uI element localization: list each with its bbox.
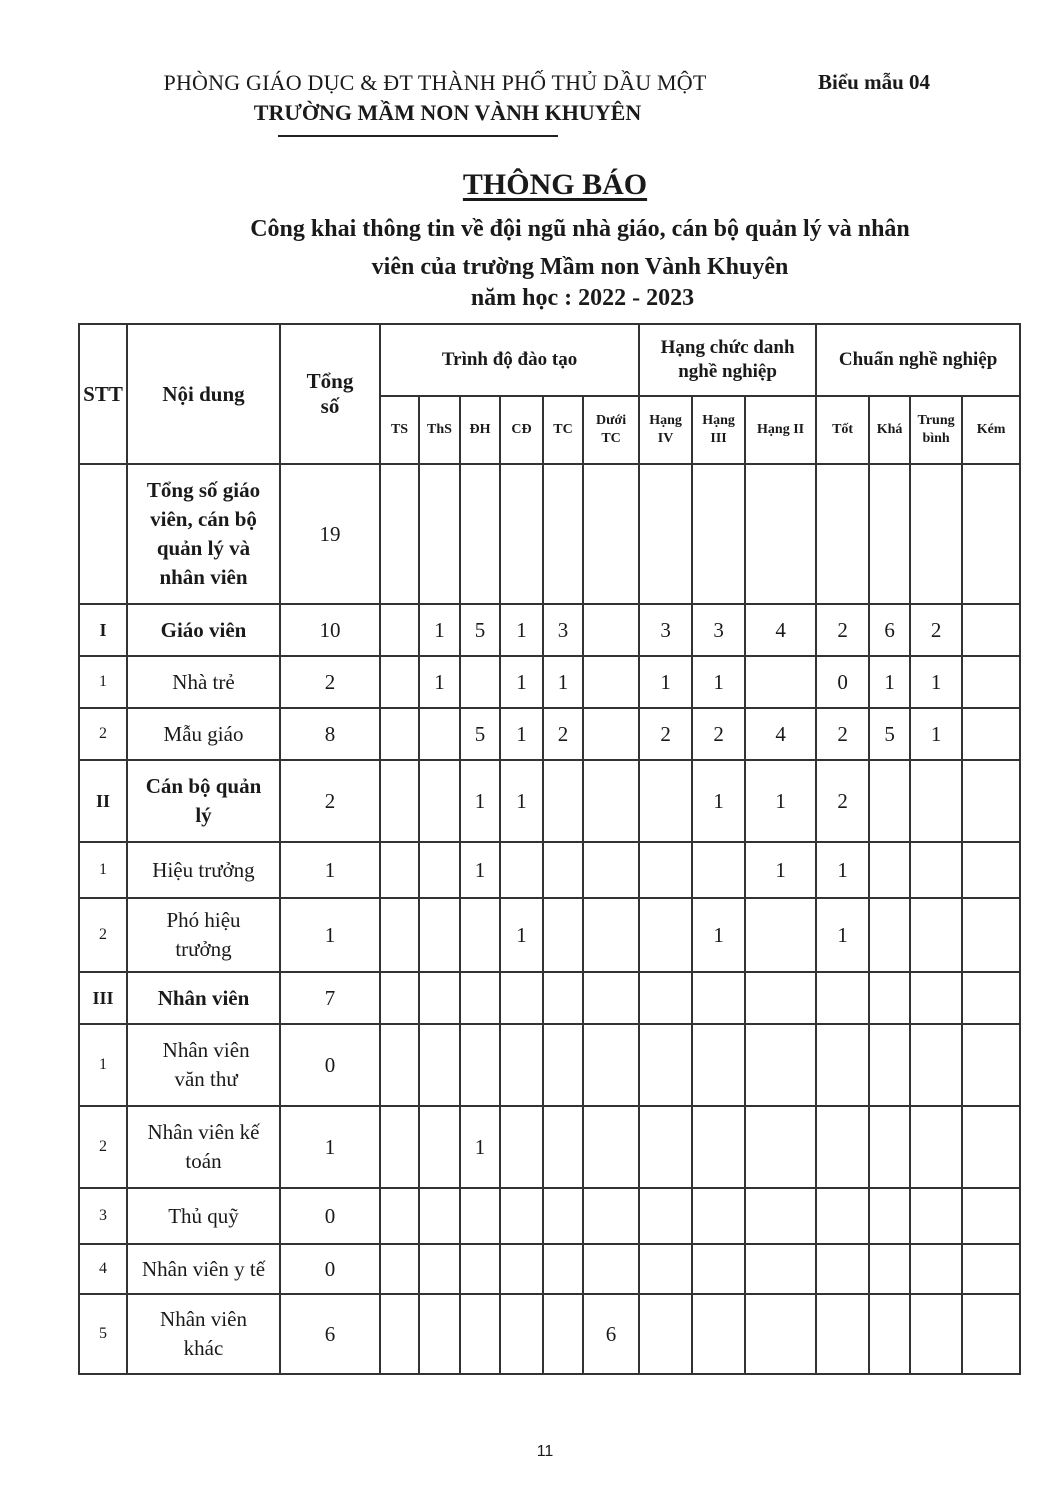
cell-stt: 2 <box>79 708 127 760</box>
header-hang-iii <box>692 396 745 464</box>
cell-tb: 2 <box>910 604 962 656</box>
cell-hang4 <box>639 464 692 604</box>
cell-ths <box>419 708 460 760</box>
cell-hang4 <box>639 1106 692 1188</box>
cell-stt: III <box>79 972 127 1024</box>
cell-tc <box>543 1244 583 1294</box>
form-label: Biểu mẫu 04 <box>818 70 931 94</box>
cell-dh <box>460 656 500 708</box>
cell-dh: 1 <box>460 1106 500 1188</box>
staff-table <box>78 323 1021 1375</box>
cell-content <box>127 1244 280 1294</box>
cell-content <box>127 972 280 1024</box>
cell-total: 0 <box>280 1024 380 1106</box>
cell-duoi-tc <box>583 972 639 1024</box>
header-content: Nội dung <box>127 324 280 464</box>
cell-tot: 2 <box>816 604 869 656</box>
cell-content <box>127 708 280 760</box>
cell-hang3 <box>692 1244 745 1294</box>
cell-hang4 <box>639 760 692 842</box>
page-number: 11 <box>536 1443 554 1460</box>
cell-stt <box>79 464 127 604</box>
cell-kha <box>869 842 910 898</box>
cell-hang3 <box>692 464 745 604</box>
header-hang-iv-line2: IV <box>657 431 674 446</box>
table-row <box>79 708 1020 760</box>
cell-total: 2 <box>280 656 380 708</box>
cell-ths <box>419 1244 460 1294</box>
cell-stt: I <box>79 604 127 656</box>
header-hang-iv <box>639 396 692 464</box>
cell-ths: 1 <box>419 604 460 656</box>
cell-hang2 <box>745 972 816 1024</box>
cell-stt: 3 <box>79 1188 127 1244</box>
cell-content <box>127 842 280 898</box>
cell-ts <box>380 1106 419 1188</box>
cell-duoi-tc <box>583 898 639 972</box>
cell-kem <box>962 656 1020 708</box>
header-training: Trình độ đào tạo <box>380 324 639 396</box>
cell-total: 8 <box>280 708 380 760</box>
cell-kem <box>962 1294 1020 1374</box>
cell-duoi-tc <box>583 604 639 656</box>
cell-hang4: 1 <box>639 656 692 708</box>
cell-content-line: Thủ quỹ <box>168 1203 239 1228</box>
cell-ths: 1 <box>419 656 460 708</box>
cell-ths <box>419 972 460 1024</box>
cell-content <box>127 1024 280 1106</box>
cell-kha <box>869 1024 910 1106</box>
cell-stt: 4 <box>79 1244 127 1294</box>
cell-tot: 1 <box>816 842 869 898</box>
cell-kem <box>962 972 1020 1024</box>
cell-cd <box>500 972 543 1024</box>
cell-total: 1 <box>280 898 380 972</box>
cell-hang3 <box>692 1294 745 1374</box>
cell-kha: 5 <box>869 708 910 760</box>
header-hang-iii-line2: III <box>710 431 727 446</box>
cell-hang2: 4 <box>745 708 816 760</box>
cell-tb <box>910 1024 962 1106</box>
cell-tc <box>543 1188 583 1244</box>
cell-ts <box>380 1244 419 1294</box>
cell-kem <box>962 760 1020 842</box>
cell-hang3: 1 <box>692 760 745 842</box>
header-ths: ThS <box>419 396 460 464</box>
department-name: PHÒNG GIÁO DỤC & ĐT THÀNH PHỐ THỦ DẦU MỘT <box>163 70 707 95</box>
document-subtitle <box>0 210 1055 286</box>
header-tot: Tốt <box>816 396 869 464</box>
cell-duoi-tc <box>583 1106 639 1188</box>
cell-dh <box>460 464 500 604</box>
school-name: TRƯỜNG MẦM NON VÀNH KHUYÊN <box>253 100 642 125</box>
cell-content <box>127 1294 280 1374</box>
cell-dh: 5 <box>460 604 500 656</box>
cell-kem <box>962 604 1020 656</box>
cell-hang2 <box>745 1294 816 1374</box>
table-row <box>79 1024 1020 1106</box>
cell-kem <box>962 464 1020 604</box>
cell-hang3 <box>692 972 745 1024</box>
cell-dh: 1 <box>460 842 500 898</box>
cell-tot <box>816 1294 869 1374</box>
cell-ts <box>380 1024 419 1106</box>
cell-tot <box>816 1106 869 1188</box>
table-row <box>79 656 1020 708</box>
header-rank-line2: nghề nghiệp <box>678 361 777 382</box>
header-trung-binh-line2: bình <box>922 431 950 446</box>
cell-content <box>127 1188 280 1244</box>
cell-kem <box>962 842 1020 898</box>
cell-cd <box>500 1188 543 1244</box>
school-year: năm học : 2022 - 2023 <box>470 285 695 311</box>
cell-ts <box>380 760 419 842</box>
cell-cd <box>500 464 543 604</box>
cell-ths <box>419 1188 460 1244</box>
header-hang-iii-line1: Hạng <box>702 413 735 428</box>
cell-content <box>127 656 280 708</box>
cell-kha <box>869 1188 910 1244</box>
cell-content-line: Giáo viên <box>160 617 247 642</box>
cell-kha <box>869 760 910 842</box>
header-duoi-tc <box>583 396 639 464</box>
cell-ts <box>380 464 419 604</box>
cell-kha <box>869 1294 910 1374</box>
cell-cd: 1 <box>500 898 543 972</box>
cell-dh <box>460 898 500 972</box>
cell-kem <box>962 708 1020 760</box>
cell-cd <box>500 1294 543 1374</box>
cell-tc <box>543 464 583 604</box>
cell-ths <box>419 898 460 972</box>
cell-content-line: Nhân viên <box>160 1307 247 1331</box>
cell-hang2 <box>745 1106 816 1188</box>
cell-hang4 <box>639 972 692 1024</box>
cell-tb: 1 <box>910 656 962 708</box>
cell-ts <box>380 898 419 972</box>
table-row <box>79 842 1020 898</box>
cell-tc <box>543 1024 583 1106</box>
cell-cd: 1 <box>500 760 543 842</box>
table-row <box>79 1294 1020 1374</box>
cell-hang4 <box>639 898 692 972</box>
cell-ths <box>419 842 460 898</box>
cell-content-line: nhân viên <box>159 565 248 589</box>
cell-hang4 <box>639 1188 692 1244</box>
cell-kem <box>962 1024 1020 1106</box>
cell-hang3: 3 <box>692 604 745 656</box>
cell-content-line: Phó hiệu <box>166 908 241 932</box>
cell-cd: 1 <box>500 604 543 656</box>
cell-content-line: văn thư <box>169 1067 238 1091</box>
cell-dh <box>460 1188 500 1244</box>
cell-duoi-tc <box>583 464 639 604</box>
cell-tc <box>543 760 583 842</box>
cell-content-line: toán <box>185 1149 222 1173</box>
cell-total: 2 <box>280 760 380 842</box>
cell-hang2 <box>745 464 816 604</box>
cell-hang2 <box>745 656 816 708</box>
cell-ts <box>380 1188 419 1244</box>
cell-tb <box>910 1244 962 1294</box>
cell-tot <box>816 1244 869 1294</box>
cell-kha <box>869 1244 910 1294</box>
cell-ts <box>380 1294 419 1374</box>
cell-dh <box>460 1024 500 1106</box>
cell-duoi-tc <box>583 708 639 760</box>
cell-hang3: 2 <box>692 708 745 760</box>
cell-hang4 <box>639 1244 692 1294</box>
cell-dh: 1 <box>460 760 500 842</box>
header-rank-line1: Hạng chức danh <box>660 337 795 358</box>
cell-content <box>127 1106 280 1188</box>
cell-tc: 3 <box>543 604 583 656</box>
subtitle-line-1: Công khai thông tin về đội ngũ nhà giáo, cán bộ quản lý và nhân <box>250 216 910 242</box>
cell-total: 10 <box>280 604 380 656</box>
cell-cd <box>500 1024 543 1106</box>
cell-tb <box>910 464 962 604</box>
cell-ths <box>419 464 460 604</box>
cell-content-line: Hiệu trưởng <box>152 857 255 882</box>
cell-tot <box>816 464 869 604</box>
cell-ts <box>380 708 419 760</box>
cell-tb <box>910 898 962 972</box>
cell-content-line: Nhân viên <box>157 985 250 1010</box>
cell-content-line: Nhân viên y tế <box>141 1256 266 1281</box>
cell-duoi-tc <box>583 760 639 842</box>
header-stt: STT <box>79 324 127 464</box>
document-title: THÔNG BÁO <box>462 168 648 201</box>
cell-tot: 0 <box>816 656 869 708</box>
cell-ts <box>380 842 419 898</box>
cell-hang4 <box>639 842 692 898</box>
cell-duoi-tc <box>583 1188 639 1244</box>
cell-content <box>127 604 280 656</box>
cell-cd: 1 <box>500 656 543 708</box>
cell-hang4 <box>639 1294 692 1374</box>
cell-tb <box>910 972 962 1024</box>
cell-hang2 <box>745 1188 816 1244</box>
cell-ths <box>419 1294 460 1374</box>
cell-dh <box>460 972 500 1024</box>
cell-content-line: trưởng <box>175 937 232 961</box>
cell-ts <box>380 656 419 708</box>
cell-hang3 <box>692 1106 745 1188</box>
cell-content-line: Nhân viên kế <box>147 1120 260 1144</box>
cell-content-line: quản lý và <box>156 536 251 560</box>
header-duoi-tc-line1: Dưới <box>595 413 627 428</box>
cell-duoi-tc <box>583 656 639 708</box>
cell-tot <box>816 1188 869 1244</box>
cell-hang3: 1 <box>692 656 745 708</box>
cell-ths <box>419 1106 460 1188</box>
cell-dh: 5 <box>460 708 500 760</box>
cell-total: 1 <box>280 1106 380 1188</box>
cell-tb: 1 <box>910 708 962 760</box>
cell-content <box>127 898 280 972</box>
cell-total: 19 <box>280 464 380 604</box>
cell-hang2: 1 <box>745 842 816 898</box>
table-body <box>79 464 1020 1374</box>
cell-total: 0 <box>280 1188 380 1244</box>
cell-ths <box>419 1024 460 1106</box>
cell-kem <box>962 1188 1020 1244</box>
cell-kha: 1 <box>869 656 910 708</box>
cell-dh <box>460 1244 500 1294</box>
cell-content-line: viên, cán bộ <box>150 507 257 531</box>
table-row <box>79 760 1020 842</box>
cell-hang2: 4 <box>745 604 816 656</box>
header-trung-binh-line1: Trung <box>917 413 955 428</box>
header-kha: Khá <box>869 396 910 464</box>
header-trung-binh <box>910 396 962 464</box>
cell-total: 1 <box>280 842 380 898</box>
cell-hang4: 2 <box>639 708 692 760</box>
cell-tb <box>910 842 962 898</box>
table-row <box>79 898 1020 972</box>
cell-tot <box>816 972 869 1024</box>
cell-kem <box>962 898 1020 972</box>
cell-ths <box>419 760 460 842</box>
cell-kha <box>869 972 910 1024</box>
header-hang-ii: Hạng II <box>745 396 816 464</box>
cell-tot: 1 <box>816 898 869 972</box>
cell-hang3 <box>692 1024 745 1106</box>
cell-ts <box>380 972 419 1024</box>
cell-content-line: Nhà trẻ <box>172 669 235 694</box>
cell-stt: 1 <box>79 842 127 898</box>
cell-cd <box>500 1106 543 1188</box>
cell-tot <box>816 1024 869 1106</box>
cell-stt: 1 <box>79 1024 127 1106</box>
table-row <box>79 1188 1020 1244</box>
cell-tc <box>543 1106 583 1188</box>
cell-dh <box>460 1294 500 1374</box>
cell-kem <box>962 1106 1020 1188</box>
cell-duoi-tc <box>583 1244 639 1294</box>
header-tc: TC <box>543 396 583 464</box>
cell-hang3 <box>692 1188 745 1244</box>
cell-content-line: Tổng số giáo <box>146 478 261 502</box>
cell-hang4: 3 <box>639 604 692 656</box>
cell-tb <box>910 1106 962 1188</box>
header-dh: ĐH <box>460 396 500 464</box>
cell-tc <box>543 1294 583 1374</box>
cell-cd <box>500 1244 543 1294</box>
table-row <box>79 972 1020 1024</box>
header-cd: CĐ <box>500 396 543 464</box>
cell-kem <box>962 1244 1020 1294</box>
subtitle-line-2: viên của trường Mầm non Vành Khuyên <box>371 254 789 280</box>
cell-cd: 1 <box>500 708 543 760</box>
header-total <box>280 324 380 464</box>
table-row <box>79 1244 1020 1294</box>
header-hang-iv-line1: Hạng <box>649 413 682 428</box>
cell-total: 0 <box>280 1244 380 1294</box>
cell-tc: 1 <box>543 656 583 708</box>
cell-stt: 2 <box>79 898 127 972</box>
cell-content-line: Cán bộ quản <box>145 774 262 798</box>
cell-tb <box>910 760 962 842</box>
cell-duoi-tc: 6 <box>583 1294 639 1374</box>
cell-tb <box>910 1188 962 1244</box>
cell-hang2 <box>745 1244 816 1294</box>
cell-tc <box>543 842 583 898</box>
header-duoi-tc-line2: TC <box>601 431 621 446</box>
table-row <box>79 1106 1020 1188</box>
cell-stt: II <box>79 760 127 842</box>
cell-duoi-tc <box>583 842 639 898</box>
cell-kha <box>869 464 910 604</box>
cell-tb <box>910 1294 962 1374</box>
table-row <box>79 604 1020 656</box>
cell-hang2 <box>745 1024 816 1106</box>
header-kem: Kém <box>962 396 1020 464</box>
cell-kha <box>869 1106 910 1188</box>
cell-ts <box>380 604 419 656</box>
table-row <box>79 464 1020 604</box>
cell-stt: 2 <box>79 1106 127 1188</box>
cell-content-line: khác <box>183 1336 224 1360</box>
cell-content-line: lý <box>195 803 212 827</box>
cell-hang3 <box>692 842 745 898</box>
cell-kha <box>869 898 910 972</box>
cell-hang2: 1 <box>745 760 816 842</box>
header-standard: Chuẩn nghề nghiệp <box>816 324 1020 396</box>
cell-tc <box>543 898 583 972</box>
cell-tot: 2 <box>816 760 869 842</box>
cell-total: 7 <box>280 972 380 1024</box>
cell-hang3: 1 <box>692 898 745 972</box>
cell-total: 6 <box>280 1294 380 1374</box>
cell-tc <box>543 972 583 1024</box>
cell-content <box>127 464 280 604</box>
header-total-line1: Tổng <box>306 369 354 393</box>
cell-hang4 <box>639 1024 692 1106</box>
cell-tot: 2 <box>816 708 869 760</box>
header-underline <box>278 135 558 137</box>
header-total-line2: số <box>320 394 340 418</box>
cell-hang2 <box>745 898 816 972</box>
table-header <box>79 324 1020 464</box>
header-rank <box>639 324 816 396</box>
header-ts: TS <box>380 396 419 464</box>
cell-kha: 6 <box>869 604 910 656</box>
cell-content <box>127 760 280 842</box>
cell-duoi-tc <box>583 1024 639 1106</box>
cell-stt: 1 <box>79 656 127 708</box>
cell-tc: 2 <box>543 708 583 760</box>
cell-content-line: Mẫu giáo <box>163 721 244 746</box>
cell-cd <box>500 842 543 898</box>
cell-content-line: Nhân viên <box>157 1038 250 1062</box>
cell-stt: 5 <box>79 1294 127 1374</box>
